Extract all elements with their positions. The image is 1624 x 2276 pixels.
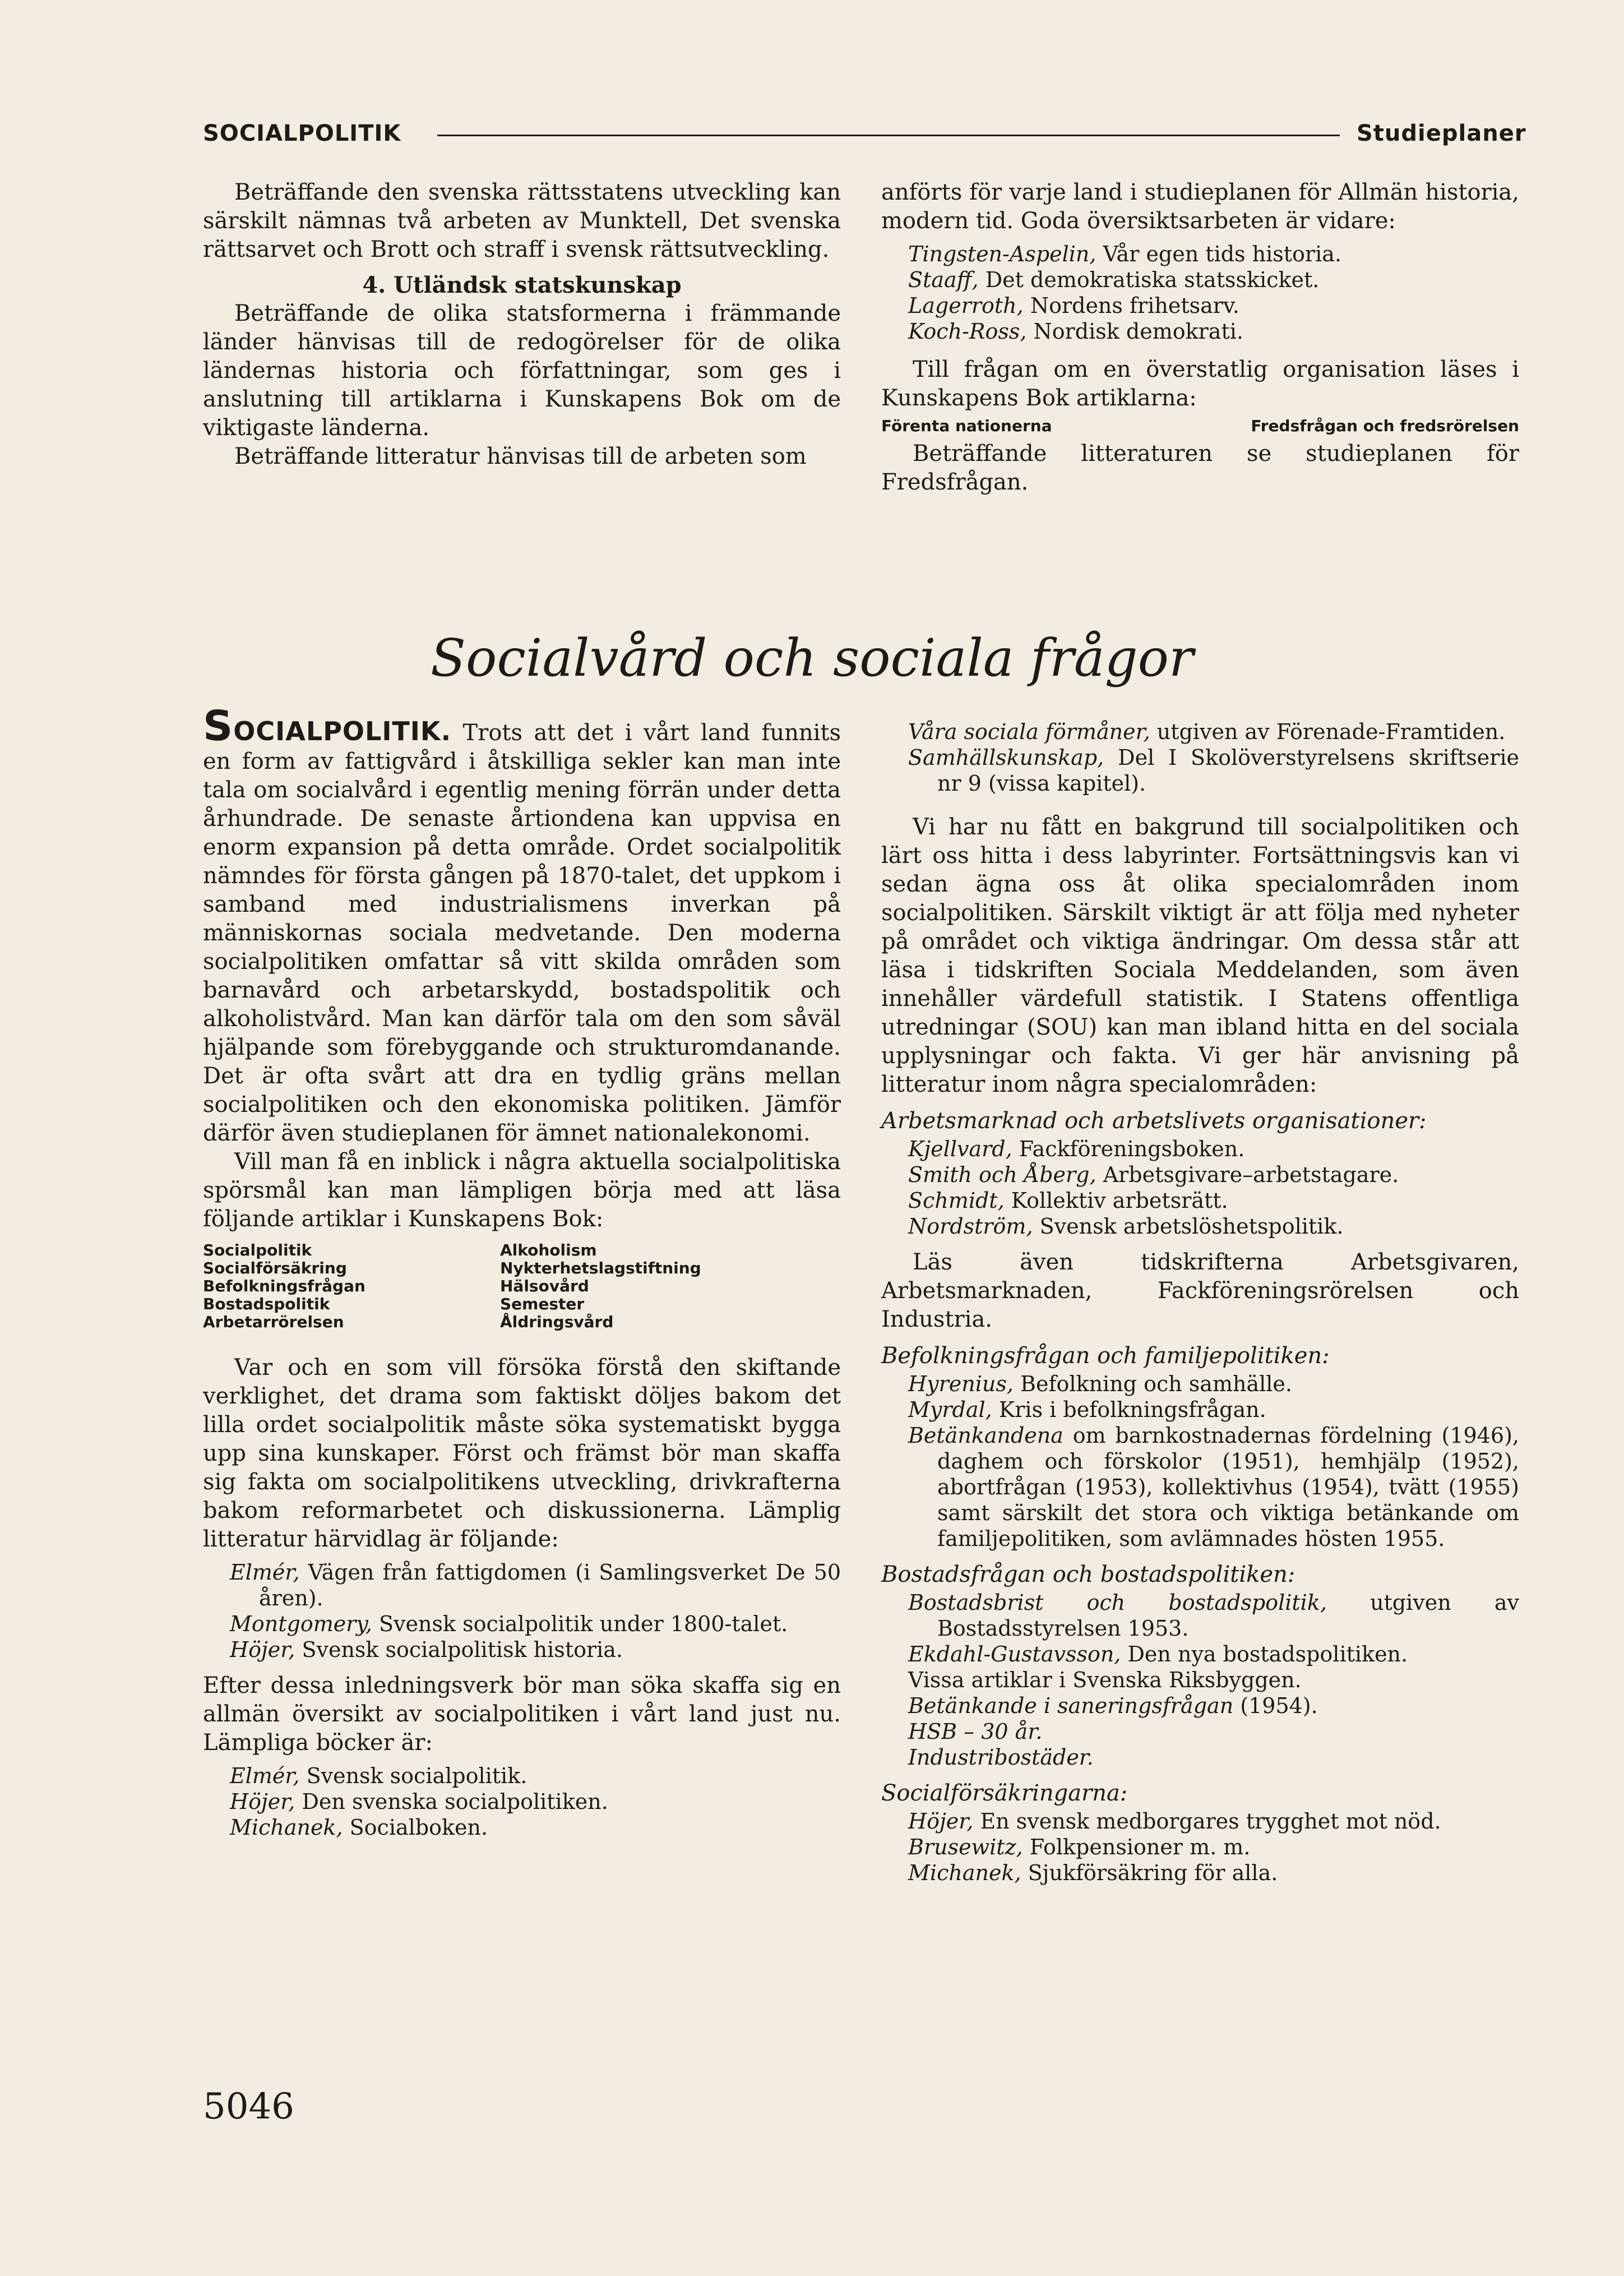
header-right: Studieplaner — [1357, 121, 1526, 146]
reference: Michanek, Socialboken. — [230, 1815, 488, 1840]
paragraph: Beträffande de olika statsformerna i främmande länder hänvisas till de redogörelser för de olika ländernas historia och författningar, som ges i anslutning till artiklarna i Kunskapens Bok om de viktigaste länderna. — [203, 301, 841, 441]
reference: Elmér, Vägen från fattigdomen (i Samlingsverket De 50 åren). — [230, 1560, 841, 1610]
paragraph: Beträffande litteraturen se studieplanen för Fredsfrågan. — [881, 441, 1519, 495]
reference: Vissa artiklar i Svenska Riksbyggen. — [908, 1668, 1302, 1692]
section-title: Socialvård och sociala frågor — [430, 628, 1194, 688]
reference: Betänkandena om barnkostnadernas fördelning (1946), daghem och förskolor (1951), hemhjälp (1952), abortfrågan (1953), kollektivhus (1954), tvätt (1955) samt särskilt det stora och viktiga betänkande om familjepolitiken, som avlämnades hösten 1955. — [908, 1423, 1519, 1551]
article-name: Befolkningsfrågan — [203, 1277, 365, 1295]
reference: Schmidt, Kollektiv arbetsrätt. — [908, 1188, 1228, 1213]
reference: Lagerroth, Nordens frihetsarv. — [908, 293, 1239, 318]
reference: Bostadsbrist och bostadspolitik, utgiven av Bostadsstyrelsen 1953. — [908, 1590, 1519, 1641]
article-name: Hälsovård — [500, 1277, 589, 1295]
reference: Höjer, Svensk socialpolitisk historia. — [230, 1637, 623, 1662]
header-left: SOCIALPOLITIK — [203, 121, 401, 146]
reference: Höjer, En svensk medborgares trygghet mot nöd. — [908, 1809, 1441, 1834]
article-name: Alkoholism — [500, 1241, 597, 1259]
reference-list — [881, 1371, 1519, 1552]
paragraph: Beträffande litteratur hänvisas till de arbeten som — [234, 444, 807, 469]
lead-heading: SOCIALPOLITIK. — [203, 702, 452, 750]
article-name: Semester — [500, 1295, 585, 1313]
reference: Michanek, Sjukförsäkring för alla. — [908, 1860, 1278, 1885]
article-name: Socialförsäkring — [203, 1259, 347, 1277]
reference-list — [881, 1590, 1519, 1770]
article-name: Förenta nationerna — [881, 417, 1052, 435]
subsection-heading: Bostadsfrågan och bostadspolitiken: — [881, 1562, 1296, 1587]
article-list — [881, 417, 1519, 435]
paragraph: Vill man få en inblick i några aktuella socialpolitiska spörsmål kan man lämpligen börja med att läsa följande artiklar i Kunskapens Bok: — [203, 1149, 841, 1232]
article-column — [500, 1241, 701, 1331]
article-name: Nykterhetslagstiftning — [500, 1259, 701, 1277]
subsection-heading: Befolkningsfrågan och familjepolitiken: — [881, 1343, 1330, 1369]
reference: Tingsten-Aspelin, Vår egen tids historia. — [908, 242, 1341, 266]
paragraph: Var och en som vill försöka förstå den skiftande verklighet, det drama som faktiskt döljes bakom det lilla ordet socialpolitik måste söka systematiskt bygga upp sina kunskaper. Först och främst bör man skaffa sig fakta om socialpolitikens utveckling, drivkrafterna bakom reformarbetet och diskussionerna. Lämplig litteratur härvidlag är följande: — [203, 1355, 841, 1552]
reference-list — [881, 1136, 1519, 1239]
header-rule — [437, 135, 1340, 136]
article-name: Socialpolitik — [203, 1241, 312, 1259]
reference: Industribostäder. — [908, 1745, 1094, 1770]
article-column — [203, 1241, 500, 1331]
reference: Betänkande i saneringsfrågan (1954). — [908, 1693, 1318, 1718]
paragraph: Efter dessa inledningsverk bör man söka skaffa sig en allmän översikt av socialpolitiken i vårt land just nu. Lämpliga böcker är: — [203, 1673, 841, 1756]
reference: Elmér, Svensk socialpolitik. — [230, 1763, 528, 1788]
reference-list — [203, 1559, 841, 1663]
reference: Höjer, Den svenska socialpolitiken. — [230, 1789, 608, 1814]
paragraph: Läs även tidskrifterna Arbetsgivaren, Arbetsmarknaden, Fackföreningsrörelsen och Industria. — [881, 1249, 1519, 1332]
reference: Staaff, Det demokratiska statsskicket. — [908, 267, 1320, 292]
main-right-column — [881, 719, 1519, 1895]
reference: Ekdahl-Gustavsson, Den nya bostadspolitiken. — [908, 1642, 1408, 1666]
reference-list — [881, 719, 1519, 796]
reference-list — [881, 241, 1519, 344]
reference: Kjellvard, Fackföreningsboken. — [908, 1137, 1245, 1161]
subsection-heading: Socialförsäkringarna: — [881, 1780, 1128, 1806]
reference: Montgomery, Svensk socialpolitik under 1800-talet. — [230, 1612, 788, 1636]
top-right-column — [881, 178, 1519, 497]
top-left-column — [203, 178, 841, 471]
reference: Hyrenius, Befolkning och samhälle. — [908, 1372, 1292, 1396]
paragraph: Vi har nu fått en bakgrund till socialpolitiken och lärt oss hitta i dess labyrinter. Fortsättningsvis kan vi sedan ägna oss åt olika specialområden inom socialpolitiken. Särskilt viktigt är att följa med nyheter på området och viktiga ändringar. Om dessa står att läsa i tidskriften Sociala Meddelanden, som även innehåller värdefull statistik. I Statens offentliga utredningar (SOU) kan man ibland hitta en del sociala upplysningar och fakta. Vi ger här anvisning på litteratur inom några specialområden: — [881, 814, 1519, 1097]
reference: Smith och Åberg, Arbetsgivare–arbetstagare. — [908, 1162, 1399, 1187]
paragraph: anförts för varje land i studieplanen för Allmän historia, modern tid. Goda översiktsarbeten är vidare: — [881, 179, 1519, 234]
reference: Nordström, Svensk arbetslöshetspolitik. — [908, 1214, 1344, 1239]
subheading: 4. Utländsk statskunskap — [362, 272, 682, 298]
reference: Brusewitz, Folkpensioner m. m. — [908, 1835, 1251, 1859]
paragraph: Beträffande den svenska rättsstatens utveckling kan särskilt nämnas två arbeten av Munktell, Det svenska rättsarvet och Brott och straff i svensk rättsutveckling. — [203, 179, 841, 262]
article-name: Bostadspolitik — [203, 1295, 330, 1313]
reference-list — [881, 1808, 1519, 1886]
reference: Våra sociala förmåner, utgiven av Förenade-Framtiden. — [908, 719, 1506, 744]
main-left-column — [203, 702, 841, 1849]
subsection-heading: Arbetsmarknad och arbetslivets organisationer: — [881, 1108, 1427, 1134]
article-name: Arbetarrörelsen — [203, 1313, 344, 1331]
article-list — [203, 1241, 841, 1331]
page-number: 5046 — [203, 2086, 294, 2127]
article-name: Åldringsvård — [500, 1313, 614, 1331]
reference: Samhällskunskap, Del I Skolöverstyrelsens skriftserie nr 9 (vissa kapitel). — [908, 745, 1519, 796]
reference: Myrdal, Kris i befolkningsfrågan. — [908, 1397, 1266, 1422]
paragraph: Till frågan om en överstatlig organisation läses i Kunskapens Bok artiklarna: — [881, 357, 1519, 411]
article-name: Fredsfrågan och fredsrörelsen — [1251, 417, 1519, 435]
lead-paragraph: SOCIALPOLITIK. Trots att det i vårt land funnits en form av fattigvård i åtskilliga sekler kan man inte tala om socialvård i egentlig mening förrän under detta århundrade. De senaste årtiondena kan uppvisa en enorm expansion på detta område. Ordet socialpolitik nämndes för första gången på 1870-talet, det uppkom i samband med industrialismens inverkan på människornas sociala medvetande. Den moderna socialpolitiken omfattar så vitt skilda områden som barnavård och arbetarskydd, bostadspolitik och alkoholistvård. Man kan därför tala om den som såväl hjälpande som förebyggande och strukturomdanande. Det är ofta svårt att dra en tydlig gräns mellan socialpolitiken och den ekonomiska politiken. Jämför därför även studieplanen för ämnet nationalekonomi. — [203, 702, 841, 1146]
reference: HSB – 30 år. — [908, 1719, 1043, 1744]
reference-list — [203, 1763, 841, 1840]
reference: Koch-Ross, Nordisk demokrati. — [908, 319, 1243, 344]
